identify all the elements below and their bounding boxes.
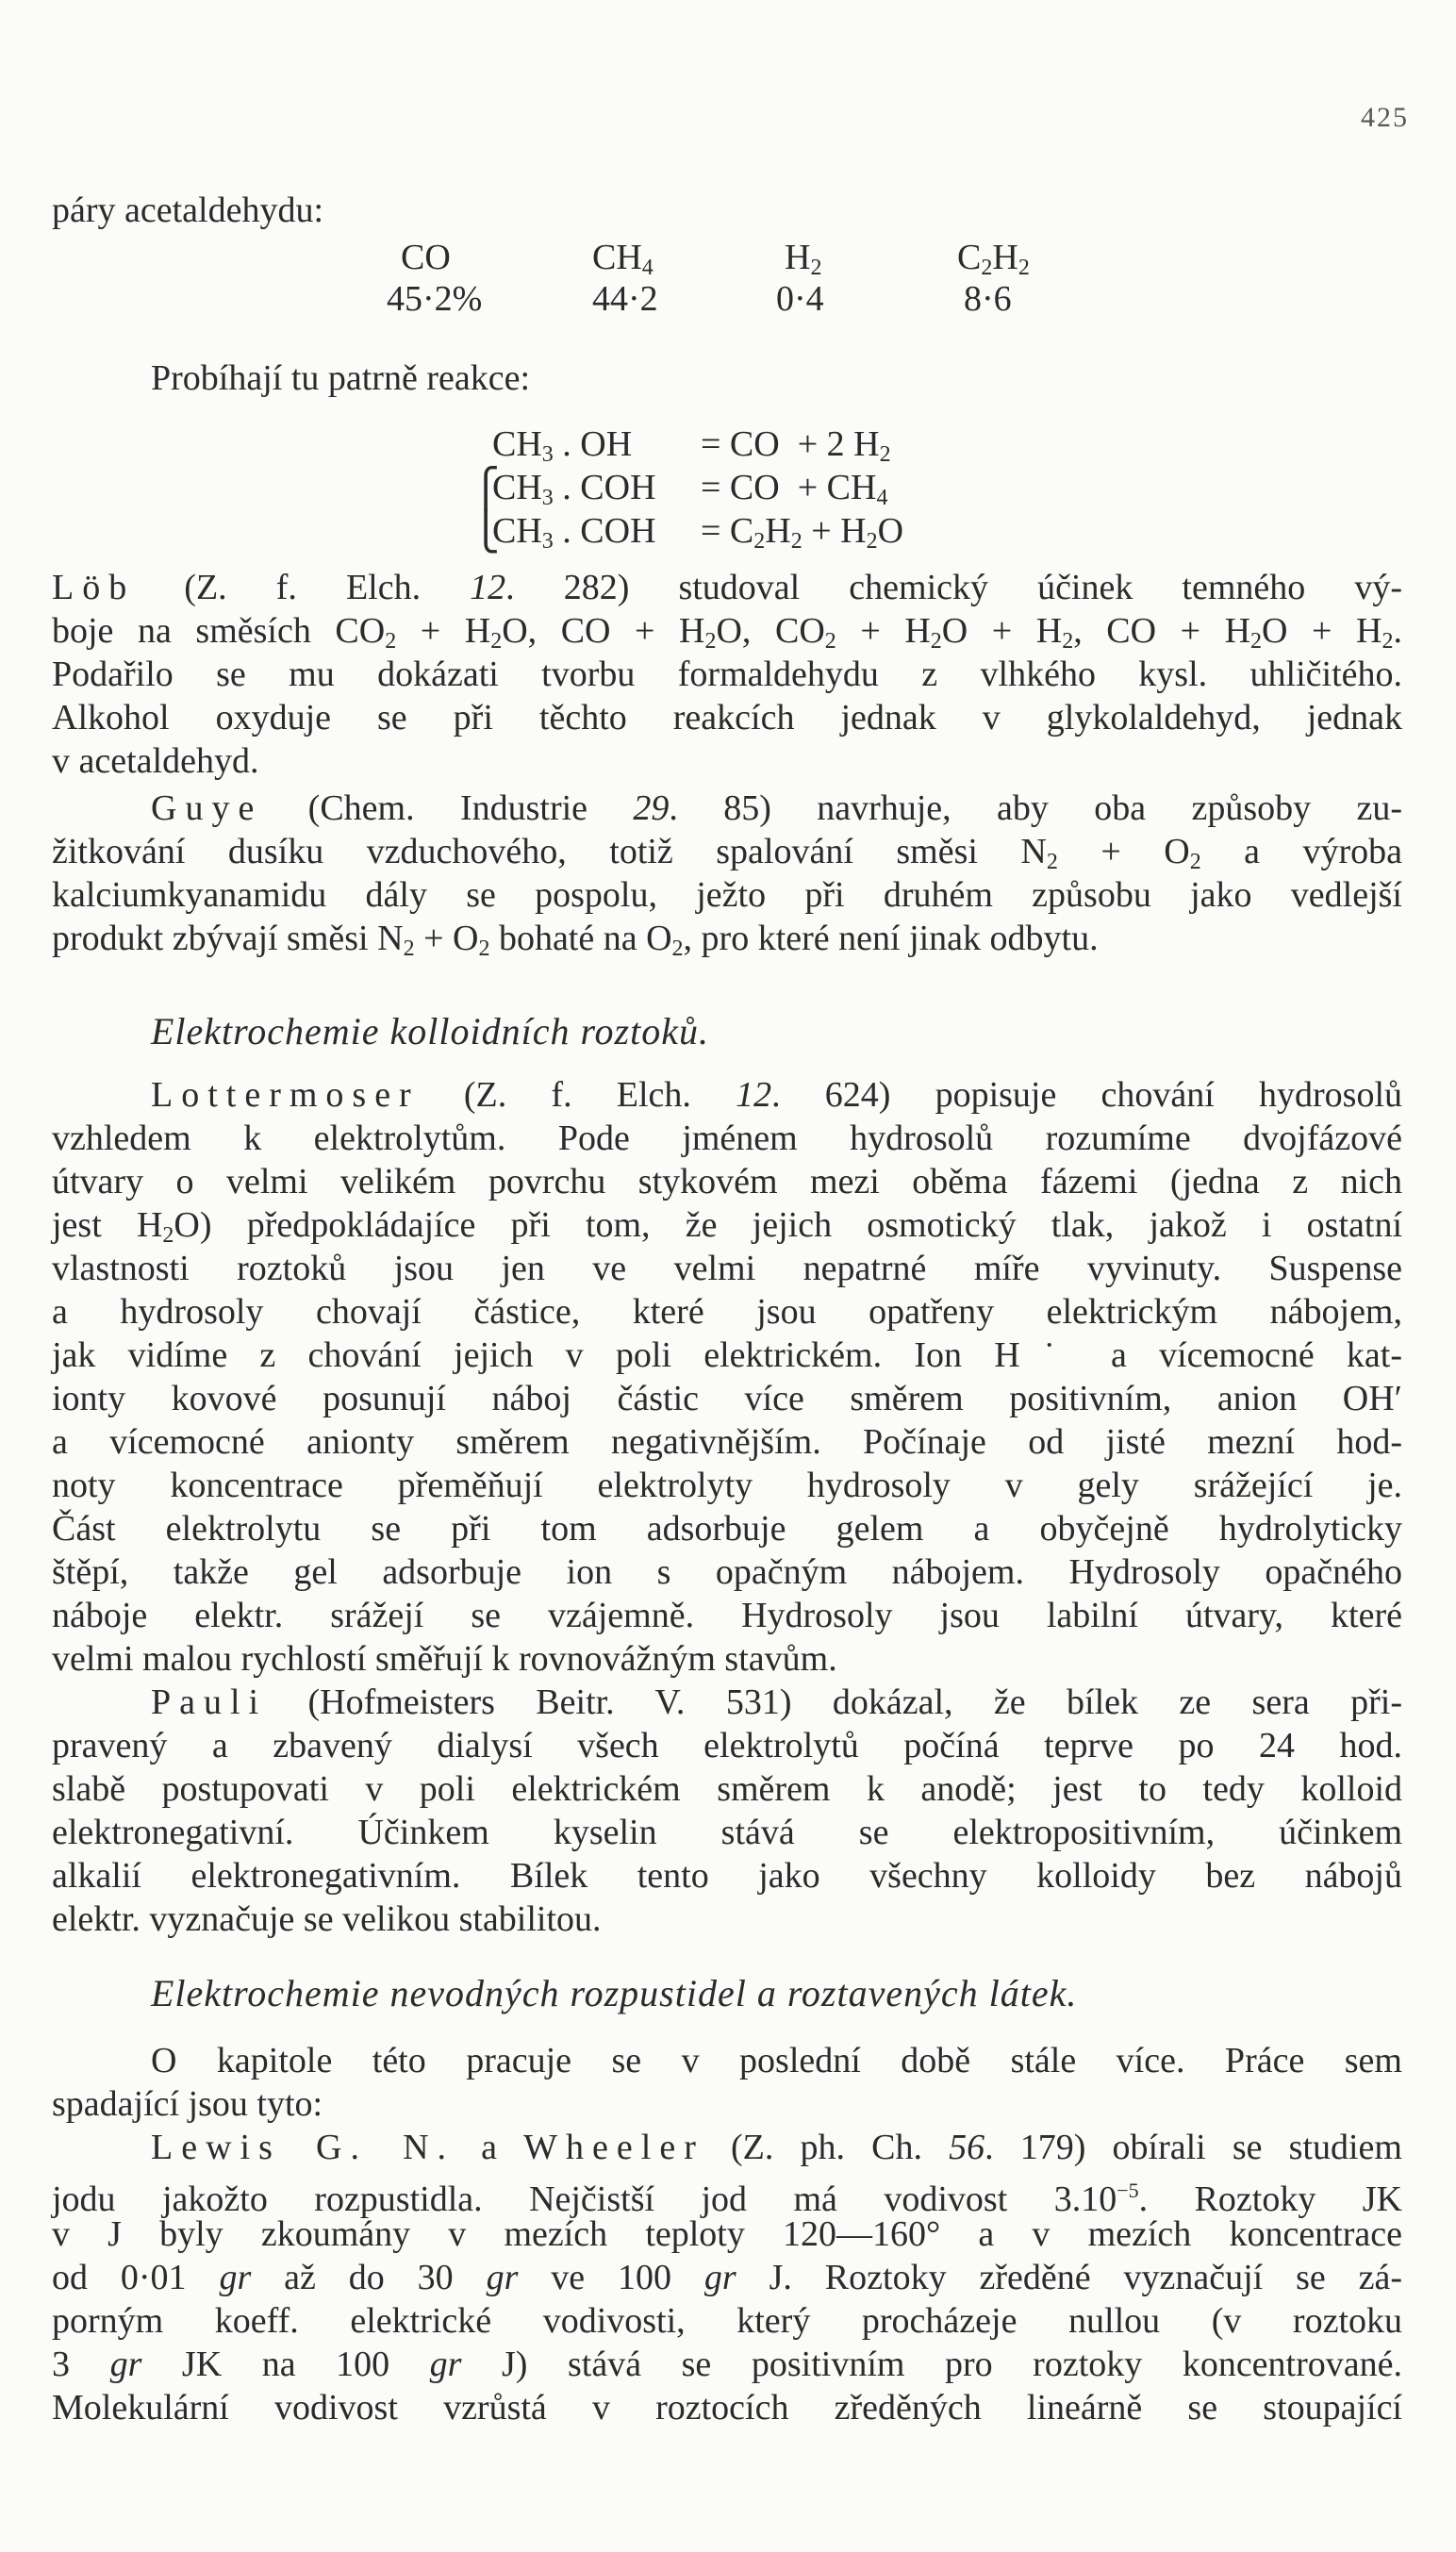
text-line: Pauli (Hofmeisters Beitr. V. 531) dokázal, že bílek ze sera při-	[151, 1682, 1402, 1722]
text-line: slabě postupovati v poli elektrickém směrem k anodě; jest to tedy kolloid	[52, 1769, 1402, 1809]
text-line: v J byly zkoumány v mezích teploty 120—160° a v mezích koncentrace	[52, 2214, 1402, 2254]
gas-composition-table	[0, 236, 1456, 323]
section-heading: Elektrochemie kolloidních roztoků.	[151, 1010, 709, 1052]
text-line: alkalií elektronegativním. Bílek tento jako všechny kolloidy bez nábojů	[52, 1856, 1402, 1896]
reaction-rhs: = $C_2H_2 + H_2O$	[701, 511, 904, 554]
reaction-rhs: = CO + 2 $H_2$	[701, 424, 891, 467]
text-line: jodu jakožto rozpustidla. Nejčistší jod má vodivost $3.10^{-5}$. Roztoky JK	[52, 2179, 1403, 2219]
gas-formula: $H_2$	[785, 238, 822, 280]
gas-formula: $CH_4$	[592, 238, 654, 280]
gas-value: 45·2%	[387, 279, 483, 319]
intro-text: páry acetaldehydu:	[52, 191, 324, 230]
text-line: od 0·01 gr až do 30 gr ve 100 gr J. Roztoky zředěné vyznačují se zá-	[52, 2258, 1403, 2297]
text-line: noty koncentrace přeměňují elektrolyty hydrosoly v gely srážející je.	[52, 1466, 1402, 1505]
gas-value: 8·6	[964, 279, 1012, 319]
text-line: vzhledem k elektrolytům. Pode jménem hydrosolů rozumíme dvojfázové	[52, 1119, 1402, 1158]
text-line: v acetaldehyd.	[52, 741, 259, 781]
text-line: pravený a zbavený dialysí všech elektrolytů počíná teprve po 24 hod.	[52, 1726, 1402, 1765]
text-line: porným koeff. elektrické vodivosti, který procházeje nullou (v roztoku	[52, 2301, 1402, 2341]
text-line: Molekulární vodivost vzrůstá v roztocích zředěných lineárně se stoupající	[52, 2388, 1402, 2428]
text-line: elektronegativní. Účinkem kyselin stává se elektropositivním, účinkem	[52, 1813, 1402, 1852]
section-heading: Elektrochemie nevodných rozpustidel a roztavených látek.	[151, 1972, 1078, 2014]
text-line: Lewis G. N. a Wheeler (Z. ph. Ch. 56. 179) obírali se studiem	[151, 2128, 1402, 2167]
brace-top: ⎧	[472, 467, 500, 509]
text-line: žitkování dusíku vzduchového, totiž spalování směsi $N_2 + O_2$ a výroba	[52, 832, 1403, 874]
text-line: produkt zbývají směsi $N_2 + O_2$ bohaté na $O_2$, pro které není jinak odbytu.	[52, 919, 1099, 961]
text-line: jest $H_2O$) předpokládajíce při tom, že jejich osmotický tlak, jakož i ostatní	[52, 1205, 1402, 1248]
reactions-intro: Probíhají tu patrně reakce:	[151, 358, 531, 398]
text-line: boje na směsích $CO_2 + H_2O$, CO + $H_2O$, $CO_2 + H_2O + H_2$, CO + $H_2O + H_2$.	[52, 611, 1402, 654]
text-line: štěpí, takže gel adsorbuje ion s opačným nábojem. Hydrosoly opačného	[52, 1552, 1402, 1592]
text-line: elektr. vyznačuje se velikou stabilitou.	[52, 1899, 602, 1939]
text-line: vlastnosti roztoků jsou jen ve velmi nepatrné míře vyvinuty. Suspense	[52, 1249, 1402, 1288]
text-line: Guye (Chem. Industrie 29. 85) navrhuje, aby oba způsoby zu-	[151, 788, 1402, 828]
reaction-lhs: $CH_3$ . COH	[492, 468, 656, 510]
text-line: ionty kovové posunují náboj částic více směrem positivním, anion OH′	[52, 1379, 1402, 1418]
text-line: jak vidíme z chování jejich v poli elektrickém. Ion H˙ a vícemocné kat-	[52, 1335, 1402, 1375]
text-line: Podařilo se mu dokázati tvorbu formaldehydu z vlhkého kysl. uhličitého.	[52, 655, 1402, 694]
text-line: Lottermoser (Z. f. Elch. 12. 624) popisuje chování hydrosolů	[151, 1075, 1402, 1115]
gas-value: 44·2	[592, 279, 658, 319]
reaction-lhs: $CH_3$ . OH	[492, 424, 633, 467]
text-line: náboje elektr. srážejí se vzájemně. Hydrosoly jsou labilní útvary, které	[52, 1596, 1402, 1635]
text-line: O kapitole této pracuje se v poslední době stále více. Práce sem	[151, 2041, 1402, 2080]
reaction-lhs: $CH_3$ . COH	[492, 511, 656, 554]
text-line: velmi malou rychlostí směřují k rovnovážným stavům.	[52, 1639, 837, 1679]
text-line: Löb (Z. f. Elch. 12. 282) studoval chemický účinek temného vý-	[52, 568, 1402, 607]
gas-formula: $C_2H_2$	[957, 238, 1030, 280]
gas-formula: CO	[401, 238, 451, 277]
text-line: Alkohol oxyduje se při těchto reakcích jednak v glykolaldehyd, jednak	[52, 698, 1402, 737]
gas-value: 0·4	[776, 279, 824, 319]
text-line: útvary o velmi velikém povrchu stykovém mezi oběma fázemi (jedna z nich	[52, 1162, 1402, 1201]
page-number: 425	[1361, 102, 1409, 133]
text-line: kalciumkyanamidu dály se pospolu, ježto při druhém způsobu jako vedlejší	[52, 875, 1402, 915]
text-line: Část elektrolytu se při tom adsorbuje gelem a obyčejně hydrolyticky	[52, 1509, 1402, 1549]
brace-bottom: ⎩	[472, 510, 500, 553]
text-line: a hydrosoly chovají částice, které jsou opatřeny elektrickým nábojem,	[52, 1292, 1402, 1332]
reaction-rhs: = CO + $CH_4$	[701, 468, 888, 510]
text-line: a vícemocné anionty směrem negativnějším. Počínaje od jisté mezní hod-	[52, 1422, 1402, 1462]
text-line: 3 gr JK na 100 gr J) stává se positivním pro roztoky koncentrované.	[52, 2345, 1402, 2384]
text-line: spadající jsou tyto:	[52, 2084, 323, 2124]
